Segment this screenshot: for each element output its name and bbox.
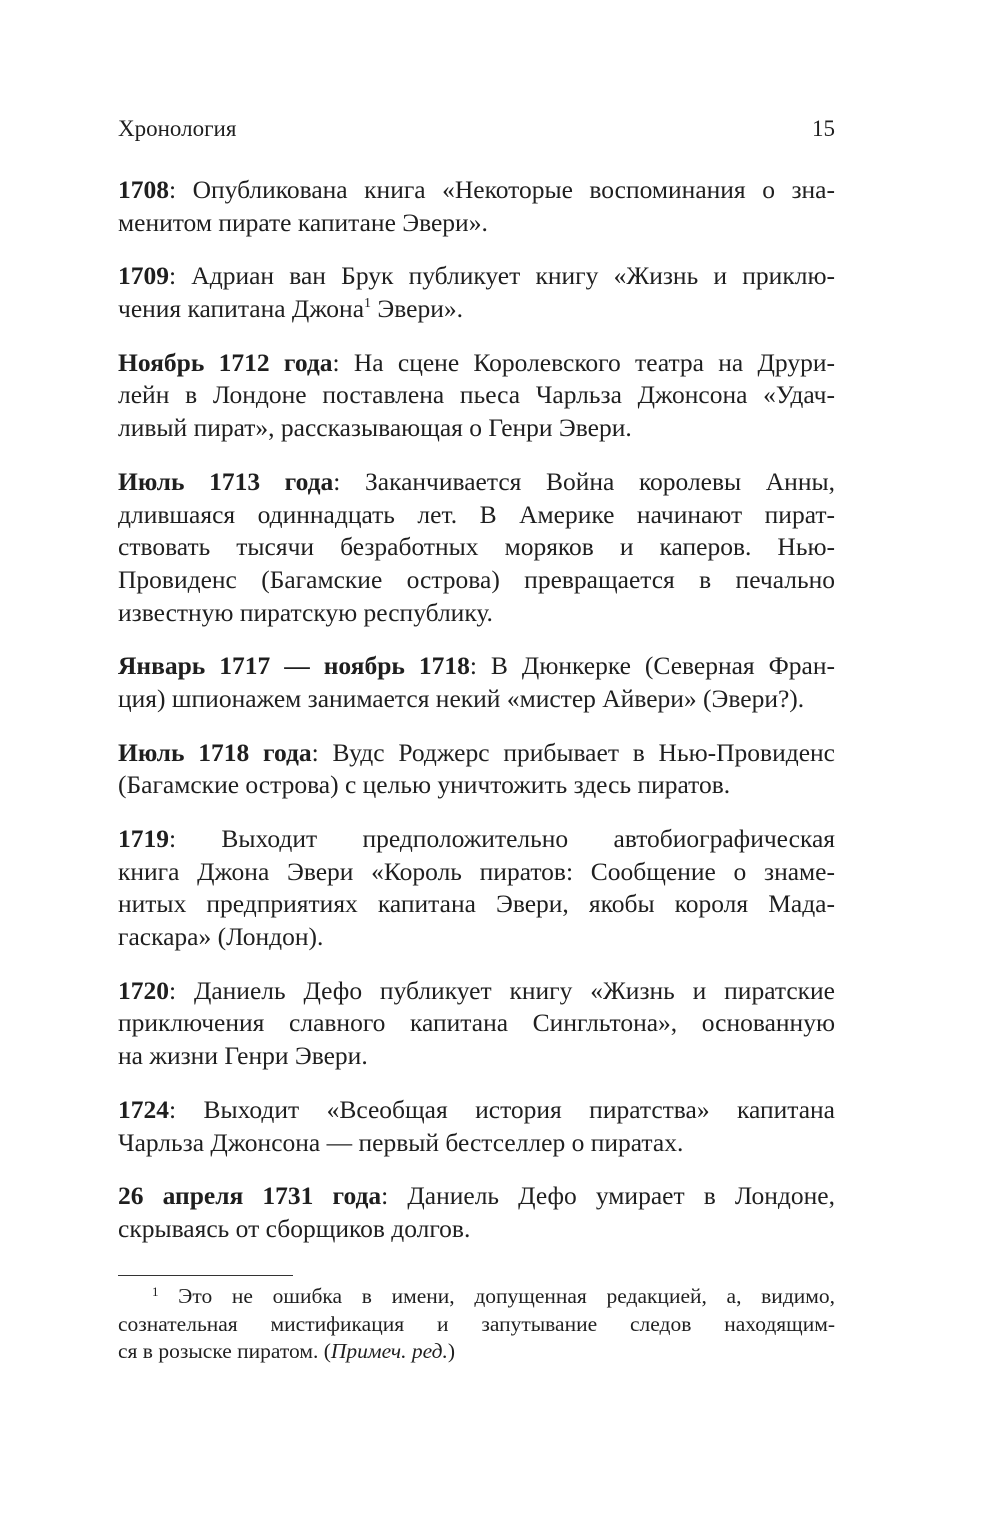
entry-date: 1724: [118, 1094, 169, 1124]
entry-text: известную пиратскую республику.: [118, 597, 493, 627]
entry-text: : На сцене Королевского театра на Друри-: [332, 347, 835, 377]
entry-text: : Даниель Дефо публикует книгу «Жизнь и пиратские: [169, 975, 835, 1005]
entry-text: лейн в Лондоне поставлена пьеса Чарльза Джонсона «Удач-: [118, 380, 835, 410]
text-line: [118, 260, 835, 293]
text-line: [118, 466, 835, 499]
entry-text: ся в розыске пиратом. (: [118, 1339, 331, 1363]
text-line: [118, 207, 835, 240]
entry-text: ливый пират», рассказывающая о Генри Эвери.: [118, 413, 632, 443]
entry-text: чения капитана Джона: [118, 294, 365, 324]
entry-text: : Адриан ван Брук публикует книгу «Жизнь и приклю-: [169, 261, 835, 291]
chronology-entry: [118, 1180, 835, 1245]
entry-text: гаскара» (Лондон).: [118, 922, 324, 952]
text-line: [118, 347, 835, 380]
entry-text: : Заканчивается Война королевы Анны,: [333, 466, 835, 496]
entry-text: ция) шпионажем занимается некий «мистер Айвери» (Эвери?).: [118, 683, 805, 713]
text-line: [118, 1094, 835, 1127]
text-line: [118, 1180, 835, 1213]
entry-text: : Вудс Роджерс прибывает в Нью-Провиденс: [311, 737, 835, 767]
text-line: [118, 683, 835, 716]
text-line: [118, 499, 835, 532]
chronology-entry: [118, 1094, 835, 1159]
entry-text: : Опубликована книга «Некоторые воспоминания о зна-: [169, 175, 835, 204]
text-line: [118, 597, 835, 630]
text-line: [118, 1338, 835, 1366]
entry-date: Июль 1718 года: [118, 737, 312, 767]
entry-text: сознательная мистификация и запутывание следов находящим-: [118, 1311, 835, 1336]
entry-date: 26 апреля 1731 года: [118, 1181, 382, 1211]
entry-date: Январь 1717 — ноябрь 1718: [118, 651, 470, 681]
chronology-entry: [118, 347, 835, 445]
entry-text: ствовать тысячи безработных моряков и каперов. Нью-: [118, 532, 835, 562]
chronology-entry: [118, 174, 835, 239]
footnote-divider: [118, 1275, 293, 1276]
entry-date: 1720: [118, 975, 169, 1005]
entry-text: Провиденс (Багамские острова) превращается в печально: [118, 564, 835, 594]
chronology-entry: [118, 737, 835, 802]
text-line: [118, 1213, 835, 1246]
text-line: [118, 1311, 835, 1339]
entry-date: Июль 1713 года: [118, 466, 334, 496]
chronology-entry: [118, 823, 835, 954]
text-line: [118, 174, 835, 207]
text-line: [118, 856, 835, 889]
editor-note: Примеч. ред.: [330, 1339, 448, 1363]
footnote-marker: 1: [152, 1284, 159, 1299]
text-line: [118, 975, 835, 1008]
chronology-entry: [118, 650, 835, 715]
entry-text: : Выходит предположительно автобиографическая: [169, 824, 835, 853]
chronology-list: [118, 174, 835, 1267]
text-line: [118, 1007, 835, 1040]
text-line: [118, 650, 835, 683]
chapter-title: Хронология: [118, 116, 237, 141]
entry-text: ): [447, 1339, 456, 1363]
entry-date: 1708: [118, 175, 169, 204]
entry-text: : В Дюнкерке (Северная Фран-: [469, 651, 835, 681]
chronology-entry: [118, 975, 835, 1073]
entry-date: 1719: [118, 824, 169, 853]
chronology-entry: [118, 260, 835, 325]
text-line: [118, 888, 835, 921]
entry-text: приключения славного капитана Сингльтона», основанную: [118, 1008, 835, 1038]
footnote-marker: 1: [364, 296, 372, 312]
chronology-entry: [118, 466, 835, 629]
entry-text: книга Джона Эвери «Король пиратов: Сообщение о знаме-: [118, 856, 835, 886]
text-line: [118, 531, 835, 564]
entry-text: Чарльза Джонсона — первый бестселлер о пиратах.: [118, 1127, 684, 1157]
text-line: [118, 564, 835, 597]
text-line: [118, 1127, 835, 1160]
entry-text: : Выходит «Всеобщая история пиратства» капитана: [169, 1094, 835, 1124]
text-line: [118, 769, 835, 802]
entry-text: Эвери».: [371, 294, 463, 324]
entry-text: (Багамские острова) с целью уничтожить здесь пиратов.: [118, 770, 731, 800]
running-header: [118, 116, 835, 142]
entry-date: Ноябрь 1712 года: [118, 347, 333, 377]
text-line: [118, 737, 835, 770]
text-line: [118, 1040, 835, 1073]
entry-date: 1709: [118, 261, 169, 291]
footnote: [118, 1283, 835, 1366]
text-line: [118, 293, 835, 326]
entry-text: скрываясь от сборщиков долгов.: [118, 1213, 471, 1243]
text-line: [118, 379, 835, 412]
text-line: [118, 823, 835, 856]
text-line: [118, 1283, 835, 1311]
text-line: [118, 921, 835, 954]
entry-text: : Даниель Дефо умирает в Лондоне,: [381, 1181, 835, 1211]
entry-text: менитом пирате капитане Эвери».: [118, 207, 488, 237]
entry-text: Это не ошибка в имени, допущенная редакцией, а, видимо,: [158, 1284, 835, 1308]
entry-text: длившаяся одиннадцать лет. В Америке начинают пират-: [118, 499, 835, 529]
entry-text: нитых предприятиях капитана Эвери, якобы короля Мада-: [118, 889, 835, 919]
text-line: [118, 412, 835, 445]
page-number: 15: [812, 116, 835, 141]
entry-text: на жизни Генри Эвери.: [118, 1041, 368, 1071]
